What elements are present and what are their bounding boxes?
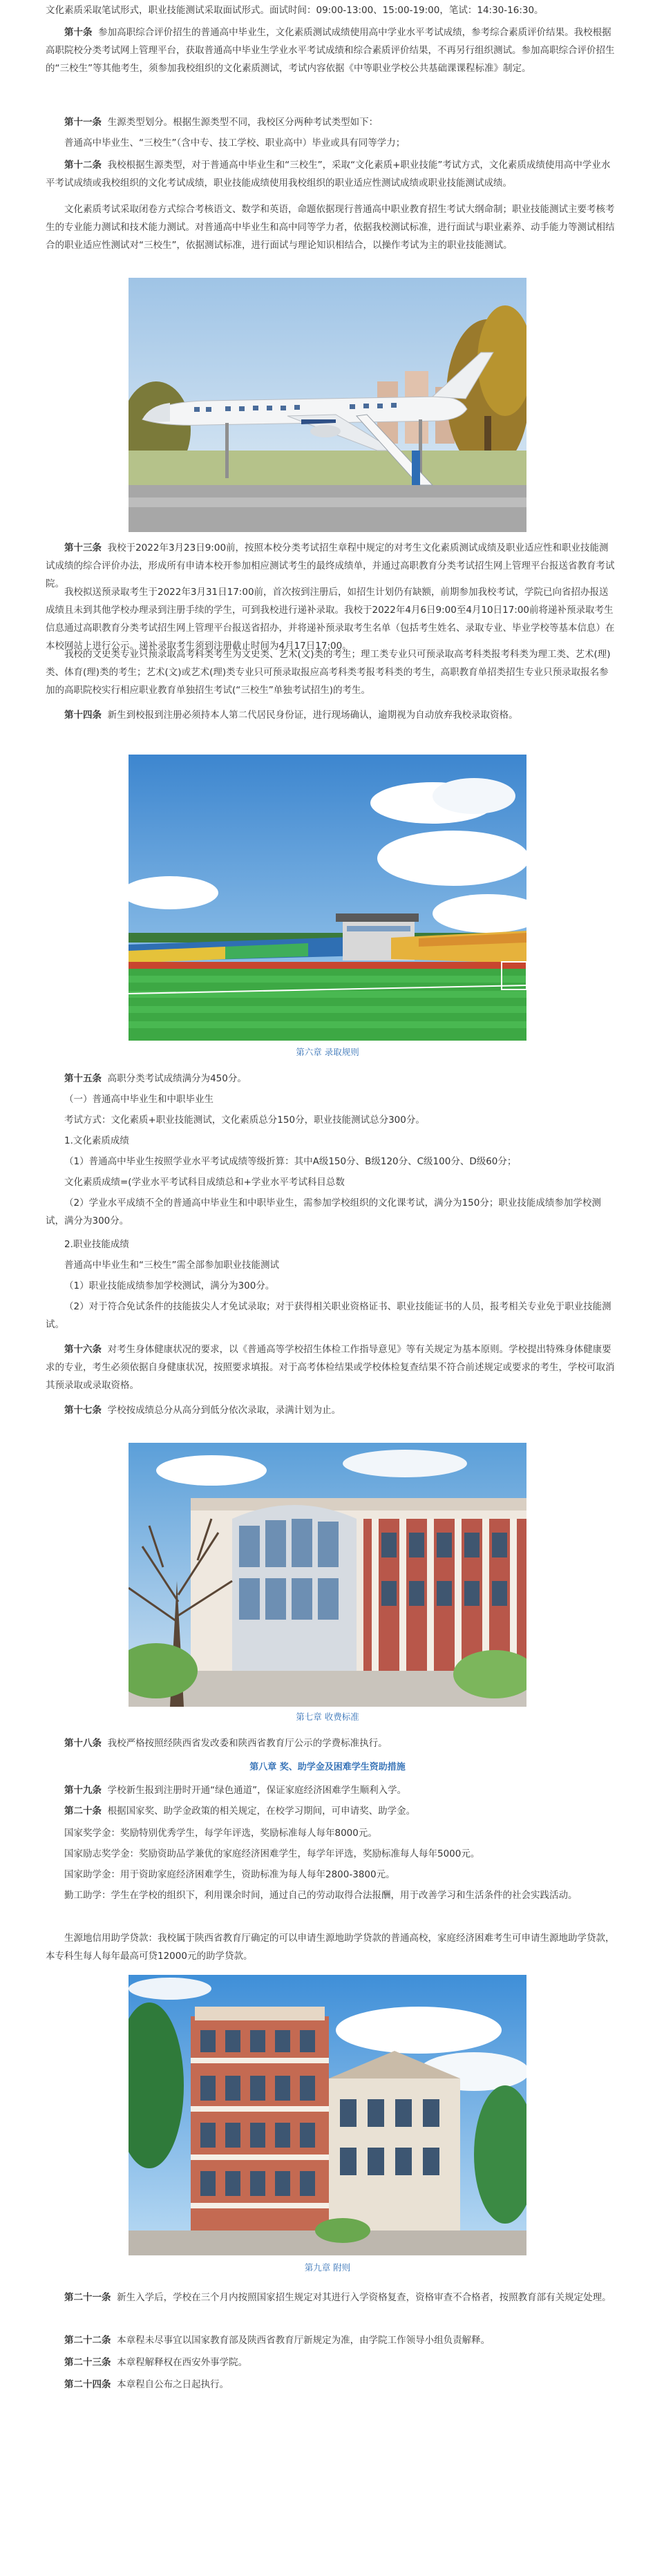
chapter-7-caption: 第七章 收费标准 [296,1712,359,1722]
article-20-label: 第二十条 [64,1806,102,1817]
article-23-label: 第二十三条 [64,2357,111,2368]
stadium-photo [129,755,526,1041]
article-24-label: 第二十四条 [64,2379,111,2390]
chapter-6-caption: 第六章 录取规则 [296,1047,359,1057]
campus-airplane-photo [129,278,526,532]
article-13-label: 第十三条 [64,542,102,553]
culture-score-item-1: （1）普通高中毕业生按照学业水平考试成绩等级折算：其中A级150分、B级120分、C级100分、D级60分； [64,1156,517,1167]
inspirational-scholarship-text: 国家励志奖学金：奖励资助品学兼优的家庭经济困难学生，每学年评选，奖励标准每人每年5000元。 [64,1848,480,1859]
article-13: 第十三条 我校于2022年3月23日9:00前，按照本校分类考试招生章程中规定的对考生文化素质测试成绩及职业适应性和职业技能测试成绩的综合评价办法，形成所有申请本校开参加相应测试考生的最终成绩单，并通过高职教育分类考试招生网上管理平台报送省教育考试院。 [46,542,615,589]
article-21: 第二十一条 新生入学后，学校在三个月内按照国家招生规定对其进行入学资格复查，资格审查不合格者，按照教育部有关规定处理。 [64,2292,611,2303]
article-16: 第十六条 对考生身体健康状况的要求，以《普通高等学校招生体检工作指导意见》等有关规定为基本原则。学校提出特殊身体健康要求的专业，考生必须依据自身健康状况，按照要求填报。对于高考体检结果或学校体检复查结果不符合前述规定或要求的考生，学校可取消其预录取或录取资格。 [46,1344,615,1391]
article-12: 第十二条 我校根据生源类型，对于普通高中毕业生和“三校生”，采取“文化素质+职业技能”考试方式，文化素质成绩使用高中学业水平考试成绩或我校组织的文化考试成绩，职业技能成绩使用我校组织的职业适应性测试成绩或职业技能测试成绩。 [46,160,611,189]
section-1-heading: （一）普通高中毕业生和中职毕业生 [64,1094,213,1105]
article-18-label: 第十八条 [64,1738,102,1749]
chapter-9-caption: 第九章 附则 [304,2262,351,2273]
article-11: 第十一条 生源类型划分。根据生源类型不同，我校区分两种考试类型如下： [64,117,379,128]
skill-score-item-2: （2）对于符合免试条件的技能拔尖人才免试录取；对于获得相关职业资格证书、职业技能证书的人员，报考相关专业免于职业技能测试。 [46,1301,611,1330]
test-description-text: 文化素质考试采取闭卷方式综合考核语文、数学和英语，命题依据现行普通高中职业教育招生考试大纲命制；职业技能测试主要考核考生的专业能力测试和技术能力测试。对普通高中毕业生和高中同等学力者，依据我校测试标准，进行面试与职业素养、动手能力等测试相结合的职业适应性测试对“三校生”，依据测试标准，进行面试与理论知识相结合，以操作考试为主的职业技能测试。 [46,204,615,251]
library-building-photo [129,1443,526,1707]
article-24: 第二十四条 本章程自公布之日起执行。 [64,2379,229,2390]
article-10-label: 第十条 [64,27,93,38]
article-21-label: 第二十一条 [64,2292,111,2303]
student-loan-text: 生源地信用助学贷款：我校属于陕西省教育厅确定的可以申请生源地助学贷款的普通高校，家庭经济困难考生可申请生源地助学贷款，本专科生每人每年最高可贷12000元的助学贷款。 [46,1933,615,1962]
article-20: 第二十条 根据国家奖、助学金政策的相关规定，在校学习期间，可申请奖、助学金。 [64,1806,416,1817]
dormitory-building-photo [129,1975,526,2255]
article-19: 第十九条 学校新生报到注册时开通“绿色通道”，保证家庭经济困难学生顺利入学。 [64,1785,407,1796]
article-18: 第十八条 我校严格按照经陕西省发改委和陕西省教育厅公示的学费标准执行。 [64,1738,388,1749]
admission-subject-text: 我校的文史类专业只预录取高考科类考生为文史类、艺术(文)类的考生；理工类专业只可预录取高考科类报考科类为理工类、艺术(理)类、体育(理)类的考生；艺术(文)或艺术(理)类专业只可预录取报应高考科类考报考科类的考生，高职教育单招类招生专业只预录取报名参加的高职院校实行相应职业教育单独招生考试(“三校生”单独考试招生)的考生。 [46,649,611,696]
article-19-label: 第十九条 [64,1785,102,1796]
student-types-text: 普通高中毕业生、“三校生”（含中专、技工学校、职业高中）毕业或具有同等学力； [64,138,406,149]
skill-score-intro: 普通高中毕业生和“三校生”需全部参加职业技能测试 [64,1260,279,1271]
article-23: 第二十三条 本章程解释权在西安外事学院。 [64,2357,248,2368]
culture-score-item-2: （2）学业水平成绩不全的普通高中毕业生和中职毕业生，需参加学校组织的文化课考试，满分为150分；职业技能成绩参加学校测试，满分为300分。 [46,1197,601,1227]
work-study-text: 勤工助学：学生在学校的组织下，利用课余时间，通过自己的劳动取得合法报酬，用于改善学习和生活条件的社会实践活动。 [64,1890,578,1901]
exam-schedule-text: 文化素质采取笔试形式，职业技能测试采取面试形式。面试时间：09:00-13:00、15:00-19:00，笔试：14:30-16:30。 [46,5,544,16]
chapter-8-title: 第八章 奖、助学金及困难学生资助措施 [249,1762,406,1772]
skill-score-heading: 2.职业技能成绩 [64,1239,129,1250]
admission-supplement-text: 我校拟送预录取考生于2022年3月31日17:00前，首次按到注册后，如招生计划仍有缺额，前期参加我校考试，学院已向省招办报送成绩且未到其他学校办理录到注册手续的学生，可到我校进行递补录取。我校于2022年4月6日9:00至4月10日17:00前将递补预录取考生信息通过高职教育分类考试招生网上管理平台报送省招办，并将递补预录取考生名单（包括考生姓名、录取专业、毕业学校等基本信息）在本校网站上进行公示。递补录取考生须到注册截止时间为4月17日17:00。 [46,587,615,652]
article-17: 第十七条 学校按成绩总分从高分到低分依次录取，录满计划为止。 [64,1405,341,1416]
article-16-label: 第十六条 [64,1344,102,1355]
skill-score-item-1: （1）职业技能成绩参加学校测试，满分为300分。 [64,1280,275,1291]
article-17-label: 第十七条 [64,1405,102,1416]
article-12-label: 第十二条 [64,160,102,171]
article-22: 第二十二条 本章程未尽事宜以国家教育部及陕西省教育厅新规定为准，由学院工作领导小组负责解释。 [64,2335,491,2346]
national-grant-text: 国家助学金：用于资助家庭经济困难学生，资助标准为每人每年2800-3800元。 [64,1869,395,1880]
culture-score-formula: 文化素质成绩=(学业水平考试科目成绩总和+学业水平考试科目总数 [64,1177,345,1188]
exam-form-text: 考试方式：文化素质+职业技能测试，文化素质总分150分，职业技能测试总分300分。 [64,1115,425,1126]
article-15-label: 第十五条 [64,1073,102,1084]
article-10: 第十条 参加高职综合评价招生的普通高中毕业生，文化素质测试成绩使用高中学业水平考试成绩，参考综合素质评价结果。我校根据高职院校分类考试网上管理平台，获取普通高中毕业生学业水平考试成绩和综合素质评价结果，不再另行组织测试。参加高职综合评价招生的“三校生”等其他考生，须参加我校组织的文化素质测试，考试内容依据《中等职业学校公共基础课课程标准》制定。 [46,27,615,74]
article-15: 第十五条 高职分类考试成绩满分为450分。 [64,1073,247,1084]
article-11-label: 第十一条 [64,117,102,128]
article-14: 第十四条 新生到校报到注册必须持本人第二代居民身份证，进行现场确认，逾期视为自动放弃我校录取资格。 [64,710,518,721]
culture-score-heading: 1.文化素质成绩 [64,1135,129,1146]
article-22-label: 第二十二条 [64,2335,111,2346]
national-scholarship-text: 国家奖学金：奖励特别优秀学生，每学年评选，奖励标准每人每年8000元。 [64,1828,377,1839]
article-14-label: 第十四条 [64,710,102,721]
